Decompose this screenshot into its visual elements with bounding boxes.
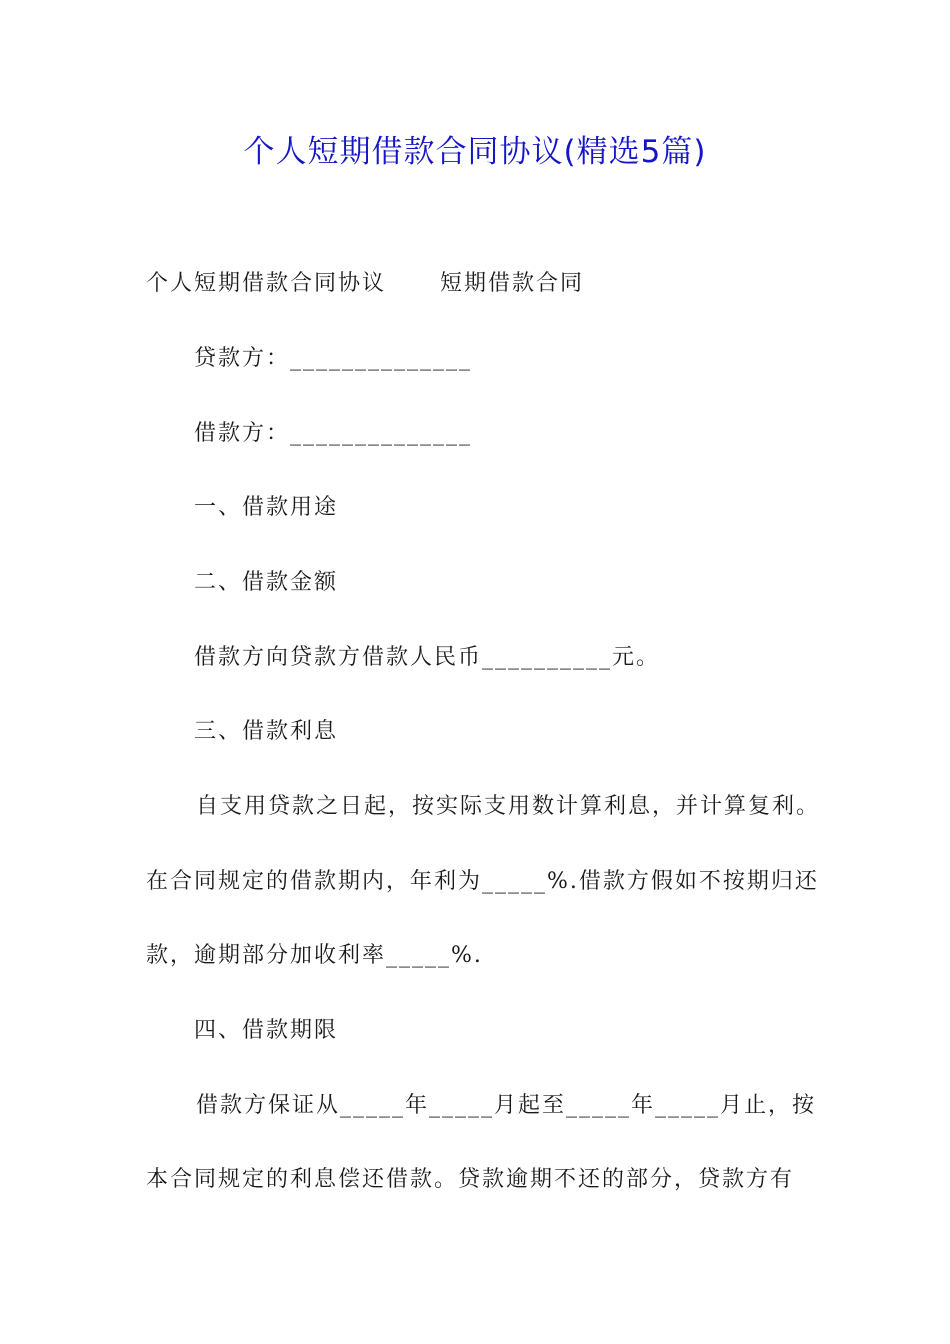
lender-field-line: 贷款方：______________ [194,346,473,371]
subtitle-line: 个人短期借款合同协议 短期借款合同 [146,271,584,296]
section-heading-term: 四、借款期限 [194,1018,339,1043]
paragraph-line: 款，逾期部分加收利率_____%. [146,943,483,968]
paragraph-line: 本合同规定的利息偿还借款。贷款逾期不还的部分，贷款方有 [146,1167,795,1192]
section-heading-amount: 二、借款金额 [194,570,339,595]
paragraph-line: 在合同规定的借款期内，年利为_____%.借款方假如不按期归还 [146,869,819,894]
section-heading-purpose: 一、借款用途 [194,495,339,520]
paragraph-line: 借款方保证从_____年_____月起至_____年_____月止，按 [196,1093,817,1118]
paragraph-line: 自支用贷款之日起，按实际支用数计算利息，并计算复利。 [196,794,821,819]
borrower-field-line: 借款方：______________ [194,421,473,446]
document-title: 个人短期借款合同协议(精选5篇) [243,134,707,170]
paragraph-line: 借款方向贷款方借款人民币__________元。 [194,645,661,670]
section-heading-interest: 三、借款利息 [194,719,339,744]
